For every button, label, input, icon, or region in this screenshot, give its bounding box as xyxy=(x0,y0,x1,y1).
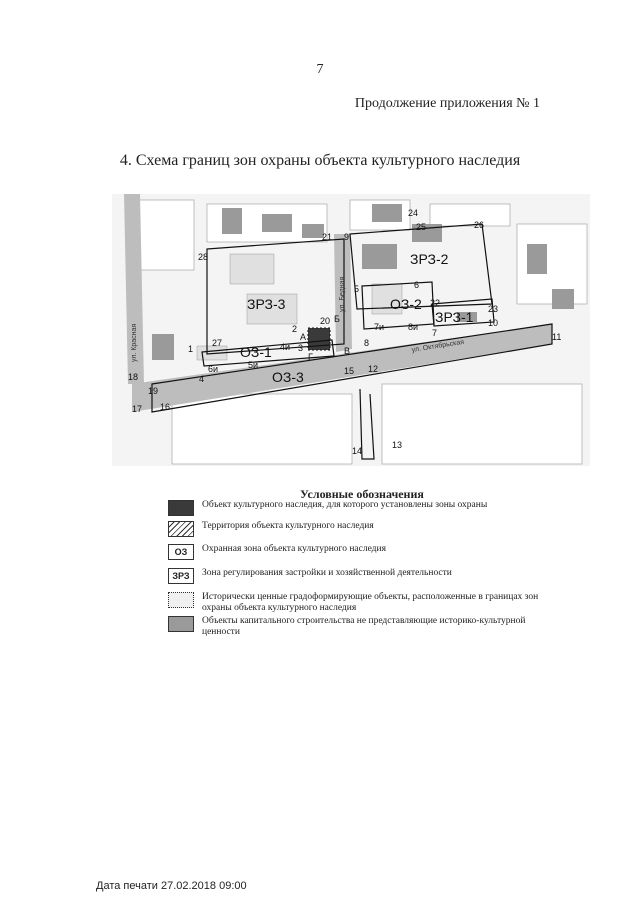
scheme-title: 4. Схема границ зон охраны объекта культурного наследия xyxy=(119,152,521,169)
point-6: 6 xyxy=(414,280,420,290)
point-3: 3 xyxy=(298,343,304,353)
point-11: 11 xyxy=(552,332,562,342)
house-7: 7и xyxy=(374,322,385,332)
print-date: Дата печати 27.02.2018 09:00 xyxy=(96,880,247,892)
legend-item-heritage-object xyxy=(168,500,542,516)
legend-item-oz xyxy=(168,544,542,560)
legend-item-zrz xyxy=(168,568,542,584)
point-4: 4 xyxy=(199,374,205,384)
point-13: 13 xyxy=(392,440,403,450)
legend-swatch-historic xyxy=(168,592,194,608)
point-v: В xyxy=(344,346,351,356)
point-26: 26 xyxy=(474,220,485,230)
street-label-krasnaya: ул. Красная xyxy=(131,323,138,362)
house-4: 4и xyxy=(280,342,291,352)
point-19: 19 xyxy=(148,386,159,396)
house-8: 8и xyxy=(408,322,419,332)
legend-text: Охранная зона объекта культурного наследия xyxy=(202,544,386,554)
point-24: 24 xyxy=(408,208,419,218)
point-1: 1 xyxy=(188,344,194,354)
point-25: 25 xyxy=(416,222,427,232)
point-20: 20 xyxy=(320,316,331,326)
point-12: 12 xyxy=(368,364,379,374)
zone-label-zrz2: ЗРЗ-2 xyxy=(410,251,449,267)
point-9: 9 xyxy=(344,232,350,242)
point-18: 18 xyxy=(128,372,139,382)
street-label-oktyabrskaya: ул. Октябрьская xyxy=(411,338,465,354)
street-label-bednaya: ул. Бедная xyxy=(339,276,346,312)
point-2: 2 xyxy=(292,324,298,334)
legend-swatch-zrz: ЗРЗ xyxy=(168,568,194,584)
legend-swatch-hatched-territory xyxy=(168,521,194,537)
legend-text: Территория объекта культурного наследия xyxy=(202,521,374,531)
protection-zones-map xyxy=(112,194,590,466)
house-5: 5и xyxy=(248,360,259,370)
house-6: 6и xyxy=(208,364,219,374)
point-14: 14 xyxy=(352,446,363,456)
point-22: 22 xyxy=(430,298,441,308)
zone-label-zrz3: ЗРЗ-3 xyxy=(247,296,286,312)
point-5: 5 xyxy=(354,284,360,294)
point-8: 8 xyxy=(364,338,370,348)
point-15: 15 xyxy=(344,366,355,376)
appendix-continuation: Продолжение приложения № 1 xyxy=(354,96,540,111)
point-27: 27 xyxy=(212,338,223,348)
legend-item-historic-objects xyxy=(168,592,542,614)
legend-item-heritage-territory xyxy=(168,521,542,537)
legend-text: Объекты капитального строительства не представляющие историко-культурной ценности xyxy=(202,616,526,637)
legend-swatch-heritage-object xyxy=(168,500,194,516)
legend-text: Зона регулирования застройки и хозяйственной деятельности xyxy=(202,568,452,578)
point-10: 10 xyxy=(488,318,499,328)
legend-text: Объект культурного наследия, для которого установлены зоны охраны xyxy=(202,500,488,510)
point-7: 7 xyxy=(432,328,438,338)
zone-label-zrz1: ЗРЗ-1 xyxy=(435,309,474,325)
legend-swatch-modern xyxy=(168,616,194,632)
point-g: Г xyxy=(308,352,313,362)
point-16: 16 xyxy=(160,402,171,412)
point-17: 17 xyxy=(132,404,143,414)
legend-title: Условные обозначения xyxy=(300,487,424,501)
legend-text: Исторически ценные градоформирующие объекты, расположенные в границах зон охраны объекта культурного наследия xyxy=(202,592,539,613)
point-28: 28 xyxy=(198,252,209,262)
point-23: 23 xyxy=(488,304,499,314)
zone-label-oz1: ОЗ-1 xyxy=(240,344,272,360)
page-number: 7 xyxy=(316,62,324,77)
zone-label-oz2: ОЗ-2 xyxy=(390,296,422,312)
legend-swatch-oz: ОЗ xyxy=(168,544,194,560)
zone-label-oz3: ОЗ-3 xyxy=(272,369,304,385)
legend-item-modern-objects xyxy=(168,616,542,638)
point-a: А xyxy=(300,332,307,342)
point-21: 21 xyxy=(322,232,333,242)
point-b: Б xyxy=(334,314,340,324)
